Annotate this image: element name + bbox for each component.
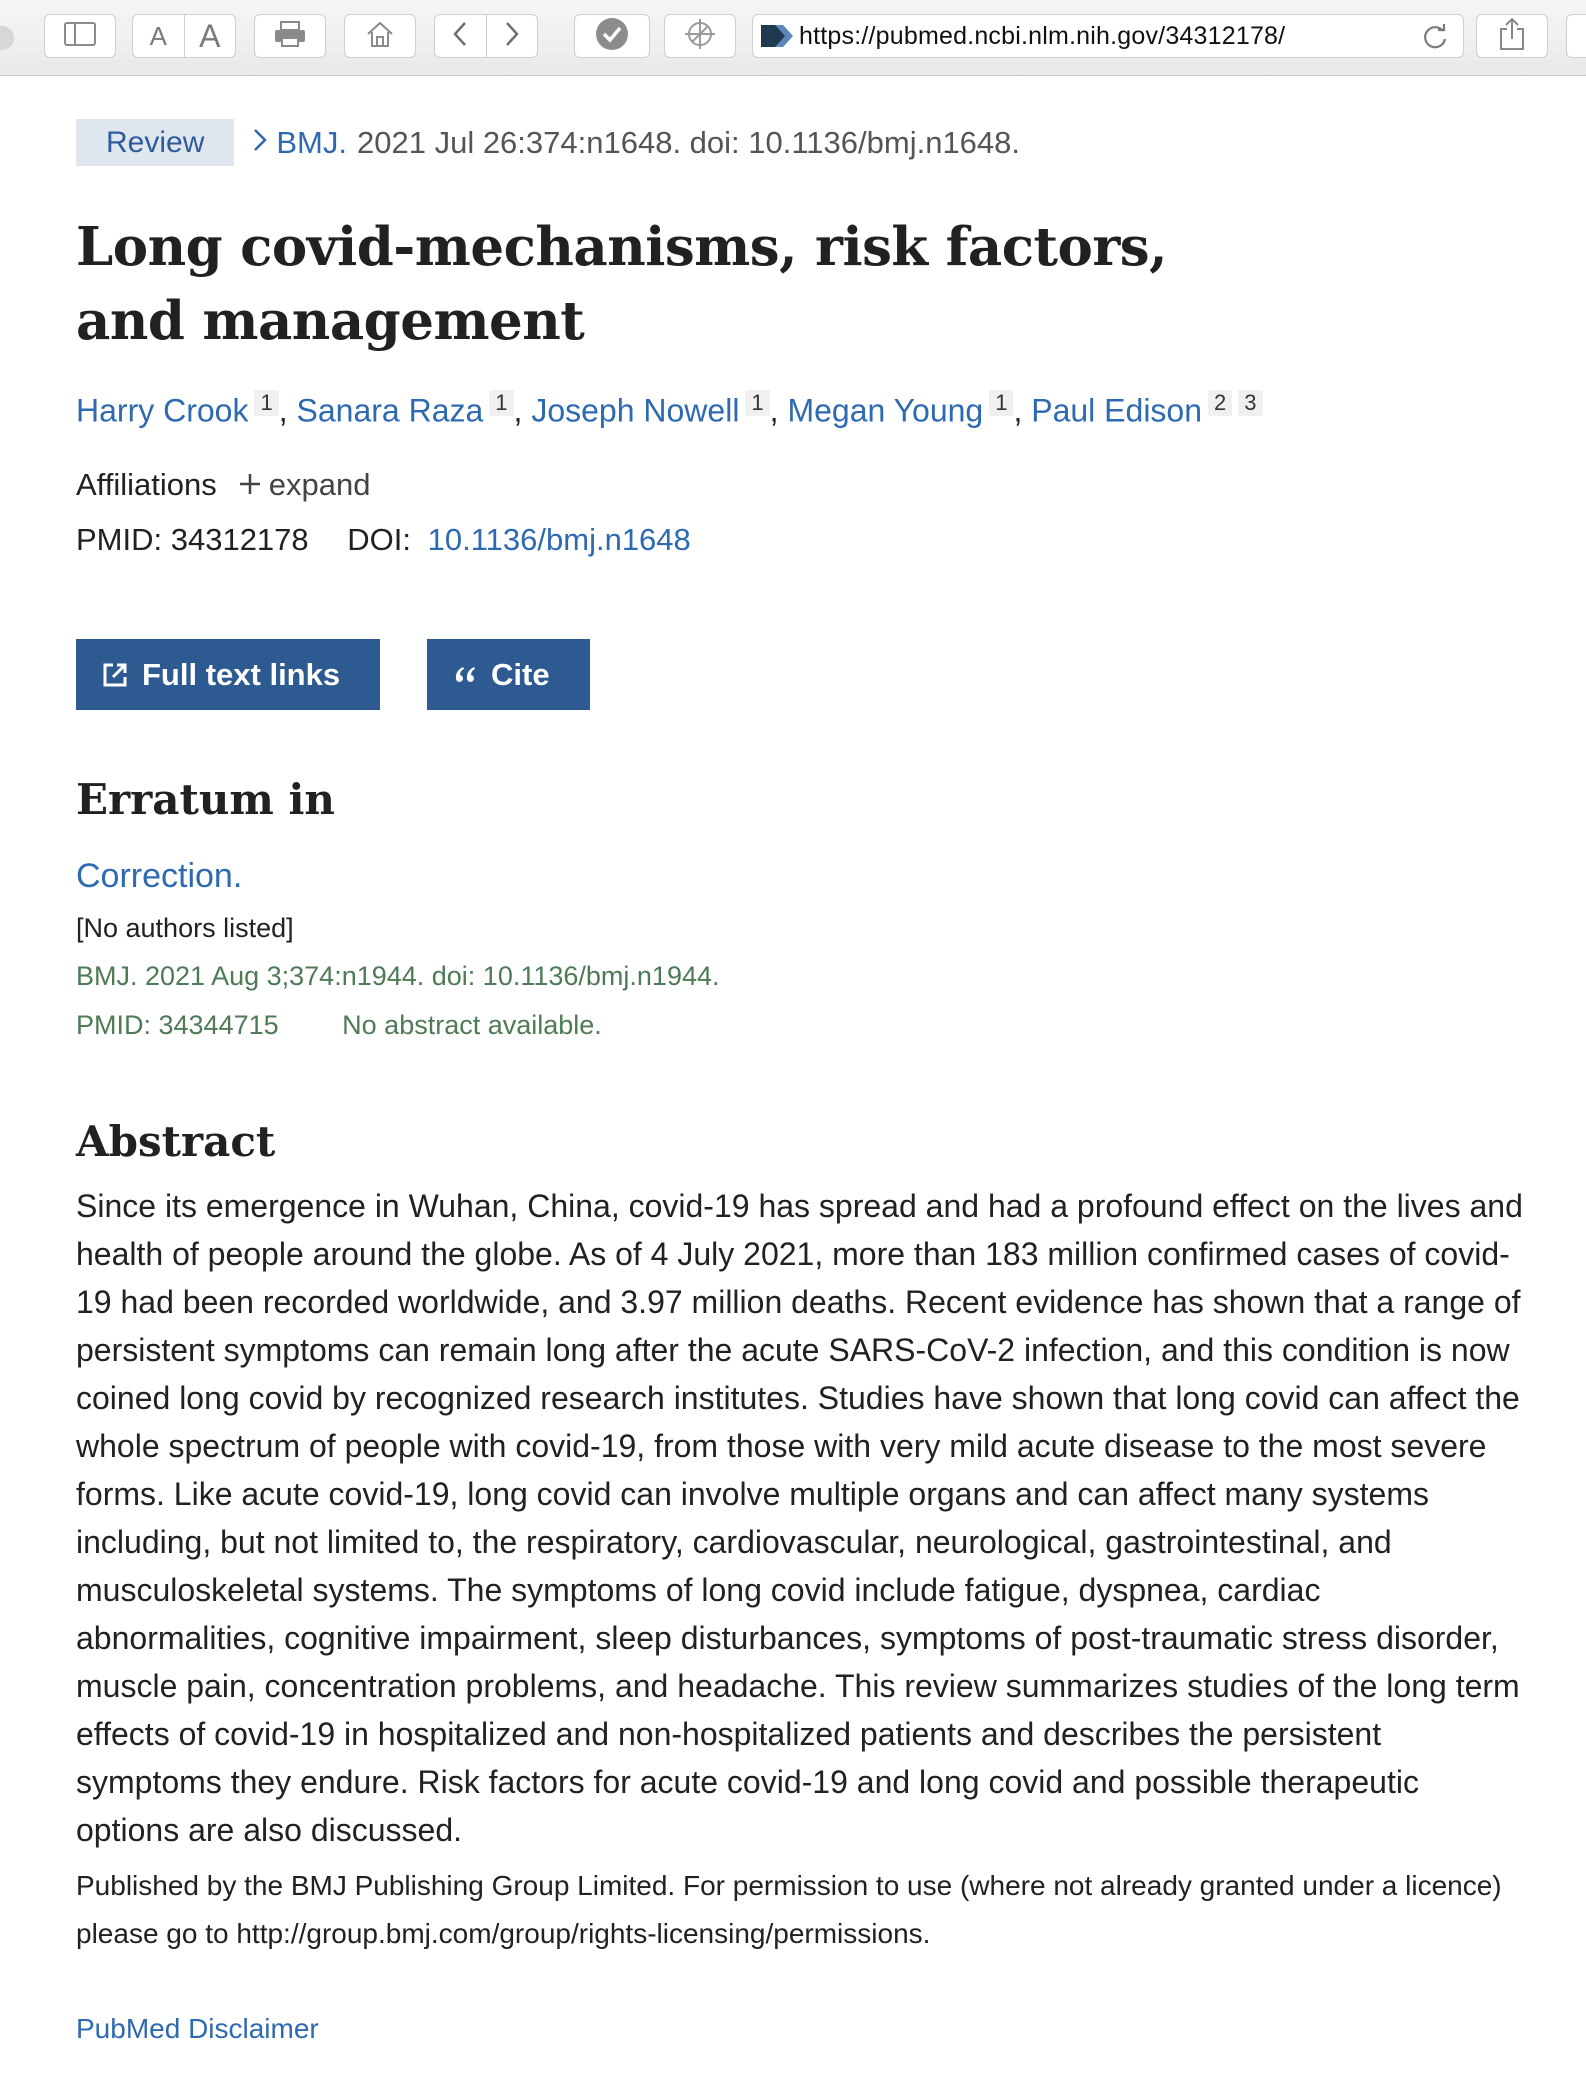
abstract-text: Since its emergence in Wuhan, China, covid-19 has spread and had a profound effect on the lives and health of people around the globe. As of 4 July 2021, more than 183 million confirmed cases of covid-19 had been recorded worldwide, and 3.97 million deaths. Recent evidence has shown that a range of persistent symptoms can remain long after the acute SARS-CoV-2 infection, and this condition is now coined long covid by recognized research institutes. Studies have shown that long covid can affect the whole spectrum of people with covid-19, from those with very mild acute disease to the most severe forms. Like acute covid-19, long covid can involve multiple organs and can affect many systems including, but not limited to, the respiratory, cardiovascular, neurological, gastrointestinal, and musculoskeletal systems. The symptoms of long covid include fatigue, dyspnea, cardiac abnormalities, cognitive impairment, sleep disturbances, symptoms of post-traumatic stress disorder, muscle pain, concentration problems, and headache. This review summarizes studies of the long term effects of covid-19 in hospitalized and non-hospitalized patients and describes the persistent symptoms they endure. Risk factors for acute covid-19 and long covid and possible therapeutic options are also discussed.	[76, 1188, 1523, 1848]
sidebar-icon	[64, 22, 96, 51]
extension-crosshair-button[interactable]	[664, 14, 736, 58]
author-link[interactable]: Joseph Nowell	[531, 392, 740, 429]
affiliation-number[interactable]: 1	[489, 390, 513, 416]
affiliation-number[interactable]: 3	[1238, 390, 1262, 416]
quote-icon	[453, 665, 477, 685]
cite-label: Cite	[491, 656, 550, 692]
url-text: https://pubmed.ncbi.nlm.nih.gov/34312178/	[799, 21, 1286, 50]
text-bigger-button[interactable]: A	[199, 17, 221, 54]
article-title: Long covid-mechanisms, risk factors, and management	[76, 216, 1168, 352]
site-badge-icon	[761, 23, 789, 49]
affiliation-number[interactable]: 1	[254, 390, 278, 416]
full-text-links-label: Full text links	[142, 656, 341, 692]
sidebar-toggle-button[interactable]	[44, 14, 116, 58]
author-separator: ,	[278, 392, 297, 429]
no-abstract-note: No abstract available.	[342, 1010, 602, 1040]
affiliation-number[interactable]: 1	[989, 390, 1013, 416]
author-link[interactable]: Megan Young	[787, 392, 984, 429]
correction-citation: BMJ. 2021 Aug 3;374:n1944. doi: 10.1136/bmj.n1944.	[76, 961, 720, 991]
tabs-overview-button[interactable]	[1566, 14, 1586, 58]
chevron-left-icon	[452, 21, 468, 52]
doi-label: DOI:	[347, 522, 412, 557]
author-link[interactable]: Sanara Raza	[296, 392, 484, 429]
checkmark-circle-icon	[595, 17, 629, 56]
author-separator: ,	[513, 392, 532, 429]
home-button[interactable]	[344, 14, 416, 58]
correction-link[interactable]: Correction.	[76, 857, 243, 895]
reload-icon[interactable]	[1421, 23, 1449, 56]
back-button[interactable]	[435, 15, 487, 57]
home-icon	[365, 20, 395, 53]
correction-pmid: PMID: 34344715	[76, 1010, 279, 1040]
text-smaller-button[interactable]: A	[133, 15, 185, 57]
doi-link[interactable]: 10.1136/bmj.n1648	[427, 522, 691, 557]
affiliations-row	[76, 467, 370, 503]
address-bar[interactable]	[752, 14, 1464, 58]
correction-identifiers	[76, 1010, 602, 1041]
printer-icon	[273, 20, 307, 53]
chevron-right-icon	[504, 21, 520, 52]
expand-affiliations-link[interactable]: expand	[268, 467, 371, 502]
publication-type-badge: Review	[76, 119, 234, 166]
plus-icon[interactable]	[239, 467, 261, 503]
citation-text: 2021 Jul 26:374:n1648. doi: 10.1136/bmj.n1648.	[357, 124, 1021, 160]
author-separator: ,	[769, 392, 788, 429]
pubmed-disclaimer-link[interactable]: PubMed Disclaimer	[76, 2013, 319, 2044]
chevron-right-icon[interactable]	[252, 127, 268, 158]
author-separator: ,	[1013, 392, 1032, 429]
print-button[interactable]	[254, 14, 326, 58]
browser-toolbar	[0, 0, 1586, 76]
journal-link[interactable]: BMJ.	[276, 124, 347, 160]
correction-authors: [No authors listed]	[76, 913, 294, 943]
text-size-control	[132, 14, 236, 58]
article-identifiers	[76, 522, 691, 558]
author-link[interactable]: Harry Crook	[76, 392, 249, 429]
affiliation-number[interactable]: 2	[1208, 390, 1232, 416]
affiliation-number[interactable]: 1	[745, 390, 769, 416]
extension-checkmark-button[interactable]	[574, 14, 650, 58]
affiliations-label: Affiliations	[76, 467, 217, 502]
full-text-links-button[interactable]	[76, 639, 380, 710]
window-control-dot[interactable]	[0, 26, 14, 50]
authors-list	[76, 390, 1263, 430]
external-link-icon	[102, 662, 128, 688]
author-link[interactable]: Paul Edison	[1031, 392, 1203, 429]
history-nav	[434, 14, 538, 58]
cite-button[interactable]	[427, 639, 590, 710]
forward-button[interactable]	[487, 15, 538, 57]
share-icon	[1498, 17, 1526, 56]
share-button[interactable]	[1476, 14, 1548, 58]
copyright-text: Published by the BMJ Publishing Group Limited. For permission to use (where not already granted under a licence) please go to http://group.bmj.com/group/rights-licensing/permissions.	[76, 1870, 1502, 1949]
crosshair-icon	[684, 18, 716, 55]
pmid-text: PMID: 34312178	[76, 522, 309, 557]
abstract-heading: Abstract	[76, 1117, 276, 1166]
article-citation-row	[76, 119, 1020, 166]
erratum-heading: Erratum in	[76, 775, 335, 824]
